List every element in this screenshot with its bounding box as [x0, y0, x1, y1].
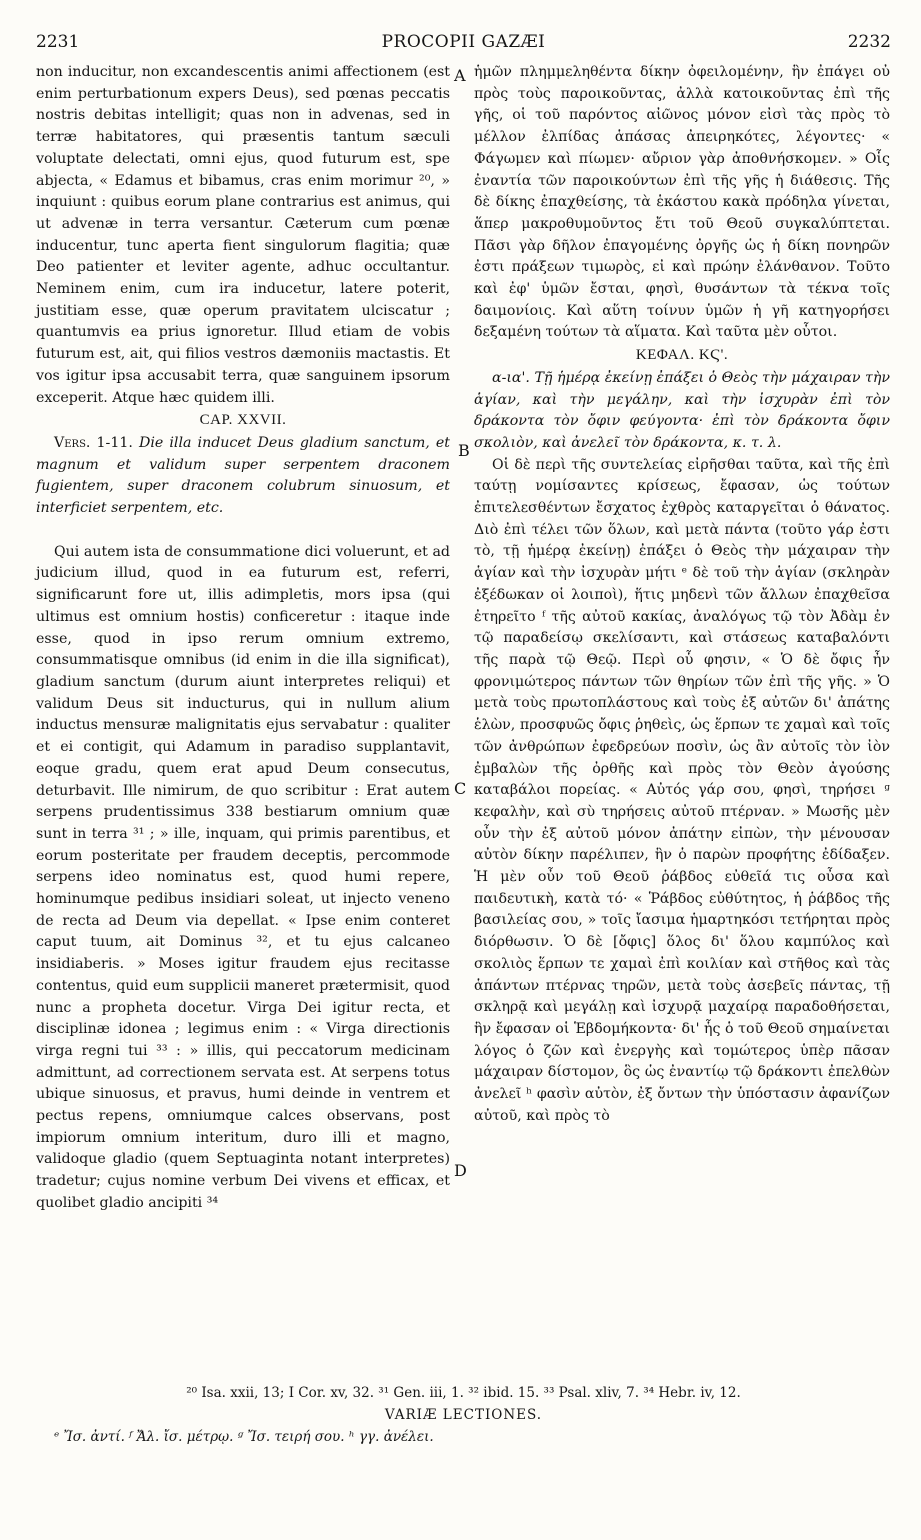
- greek-paragraph-2: Οἱ δὲ περὶ τῆς συντελείας εἰρῆσθαι ταῦτα, καὶ τῆς ἐπὶ ταύτῃ νομίσαντες κρίσεως, ἔφασαν, ὡς τούτων ἐπιτελεσθέντων ἔσχατος ἐχθρὸς καταργεῖται ὁ θάνατος. Διὸ ἐπὶ τέλει τῶν ὅλων, καὶ μετὰ πάντα (τοῦτο γάρ ἐστι τὸ, τῇ ἡμέρᾳ ἐκείνῃ) ἐπάξει ὁ Θεὸς τὴν μάχαιραν τὴν ἁγίαν καὶ τὴν ἰσχυρὰν μήτι ᵉ δὲ τοῦ τὴν ἁγίαν (σκληρὰν ἐξέδωκαν οἱ λοιποὶ), ἥτις μηδενὶ τῶν ἄλλων ἐπαχθεῖσα ἐτηρεῖτο ᶠ τῆς αὐτοῦ κακίας, ἀναλόγως τῷ τὸν Ἀδὰμ ἐν τῷ παραδείσῳ σκελίσαντι, καὶ στάσεως καταβαλόντι τῆς παρὰ τῷ Θεῷ. Περὶ οὗ φησιν, « Ὁ δὲ ὄφις ἦν φρονιμώτερος πάντων τῶν θηρίων τῶν ἐπὶ τῆς γῆς. » Ὁ μετὰ τοὺς πρωτοπλάστους καὶ τοὺς ἐξ αὐτῶν δι' ἀπάτης ἑλὼν, προσφυῶς ὄφις ῥηθεὶς, ὡς ἕρπων τε χαμαὶ καὶ τοῖς τῶν ἀνθρώπων ἐφεδρεύων ποσὶν, ὡς ἂν αὐτοῖς τὸν ἰὸν ἐμβαλὼν τῆς ὀρθῆς καὶ πρὸς τὸν Θεὸν ἀγούσης καταβάλοι πορείας. « Αὐτός γάρ σου, φησὶ, τηρήσει ᵍ κεφαλὴν, καὶ σὺ τηρήσεις αὐτοῦ πτέρναν. » Μωσῆς μὲν οὖν τὴν ἐξ αὐτοῦ μόνον ἀπάτην εἰπὼν, τὴν μένουσαν αὐτὸν δίκην παρέλιπεν, ἣν ὁ παρὼν προφήτης ἐδίδαξεν. Ἡ μὲν οὖν τοῦ Θεοῦ ῥάβδος εὐθεῖά τις οὖσα καὶ παιδευτικὴ, κατὰ τό· « Ῥάβδος εὐθύτητος, ἡ ῥάβδος τῆς βασιλείας σου, » τοῖς ἴασιμα ἡμαρτηκόσι τετήρηται πρὸς διόρθωσιν. Ὁ δὲ [ὄφις] ὅλος δι' ὅλου καμπύλος καὶ σκολιὸς ἕρπων τε χαμαὶ ἐπὶ κοιλίαν καὶ στῆθος καὶ τὰς ἁπάντων πτέρνας τηρῶν, μετὰ τοὺς ἀσεβεῖς πάντας, τῇ σκληρᾷ καὶ μεγάλῃ καὶ ἰσχυρᾷ μαχαίρᾳ παραδοθήσεται, ἣν ἔφασαν οἱ Ἑβδομήκοντα· δι' ἧς ὁ τοῦ Θεοῦ σημαίνεται λόγος ὁ ζῶν καὶ ἐνεργὴς καὶ τομώτερος ὑπὲρ πᾶσαν μάχαιραν δίστομον, ὃς ὡς ἐναντίῳ τῷ δράκοντι ἐπελθὼν ἀνελεῖ ʰ φασὶν αὐτὸν, ἐξ ὄντων τὴν ὑπόστασιν ἀφανίζων αὐτοῦ, καὶ πρὸς τὸ: [474, 456, 890, 1124]
- page-number-left: 2231: [36, 32, 80, 52]
- greek-column: [474, 62, 890, 1127]
- page-number-right: 2232: [847, 32, 891, 52]
- variae-lectiones-title: VARIÆ LECTIONES.: [384, 1407, 543, 1423]
- greek-verse-lemma: α-ια'. Τῇ ἡμέρᾳ ἐκείνῃ ἐπάξει ὁ Θεὸς τὴν μάχαιραν τὴν ἁγίαν, καὶ τὴν μεγάλην, καὶ τὴν ἰσχυρὰν ἐπὶ τὸν δράκοντα τὸν ὄφιν φεύγοντα· ἐπὶ τὸν δράκοντα ὄφιν σκολιὸν, καὶ ἀνελεῖ τὸν δράκοντα, κ. τ. λ.: [474, 369, 890, 451]
- latin-column: [36, 62, 450, 1215]
- latin-verse-number: Vers. 1-11.: [54, 434, 133, 451]
- latin-chapter-heading: CAP. XXVII.: [199, 412, 287, 429]
- running-title: PROCOPII GAZÆI: [381, 32, 546, 52]
- footnotes: [36, 1382, 891, 1448]
- variae-lectiones: ᵉ Ἴσ. ἀντί. ᶠ Ἄλ. ἴσ. μέτρῳ. ᵍ Ἴσ. τειρή σου. ʰ γγ. ἀνέλει.: [54, 1429, 434, 1445]
- scripture-references: ²⁰ Isa. xxii, 13; I Cor. xv, 32. ³¹ Gen. iii, 1. ³² ibid. 15. ³³ Psal. xliv, 7. ³⁴ Hebr. iv, 12.: [186, 1385, 741, 1401]
- latin-paragraph-2: Qui autem ista de consummatione dici voluerunt, et ad judicium illud, quod in ea futurum est, referri, significarunt fore ut, illis adimpletis, mors ipsa (qui ultimus est omnium hostis) conficeretur : itaque inde esse, quod in ipso rerum omnium extremo, consummatisque omnibus (id enim in die illa significat), gladium sanctum (durum aiunt interpretes reliqui) et validum Deus sit inducturus, qui in nullum alium inductus mensuræ malignitatis ejus servabatur : qualiter et ei contigit, qui Adamum in paradiso supplantavit, eoque gradu, quem erat apud Deum consecutus, deturbavit. Ille nimirum, de quo scribitur : Erat autem serpens prudentissimus 338 bestiarum omnium quæ sunt in terra ³¹ ; » ille, inquam, qui primis parentibus, et eorum posteritate per fraudem deceptis, percommode serpens ideo nominatus est, quod humi repere, hominumque pedibus insidiari soleat, ut injecto veneno de recta ad Deum via depellat. « Ipse enim conteret caput tuum, ait Dominus ³², et tu ejus calcaneo insidiaberis. » Moses igitur fraudem ejus recitasse contentus, quid eum supplicii maneret prætermisit, quod nunc a propheta docetur. Virga Dei igitur recta, et disciplinæ idonea ; legimus enim : « Virga directionis virga regni tui ³³ : » illis, qui peccatorum medicinam admittunt, ad correctionem servata est. At serpens totus ubique sinuosus, et pravus, humi deinde in ventrem et pectus repens, omniumque calces observans, post impiorum omnium interitum, duro illi et magno, validoque gladio (quem Septuaginta notant interpretes) tradetur; cujus nomine verbum Dei vivens et efficax, et quolibet gladio ancipiti ³⁴: [36, 543, 450, 1211]
- latin-paragraph-1: non inducitur, non excandescentis animi affectionem (est enim perturbationum expers Deus), sed pœnas peccatis nostris debitas intelligit; quas non in advenas, sed in terræ habitatores, qui præsentis tantum sæculi voluptate delectati, omni ejus, quod futurum est, spe abjecta, « Edamus et bibamus, cras enim morimur ²⁰, » inquiunt : quibus eorum plane contrarius est animus, qui ut advenæ in terra versantur. Cæterum cum pœnæ inducentur, tunc aperta fient singulorum flagitia; quæ Deo patienter et leviter agente, adhuc occultantur. Neminem enim, cum ira inducetur, latere poterit, justitiam esse, quæ operum pravitatem ulciscatur ; quantumvis ea prius ignoretur. Illud etiam de vobis futurum est, ait, qui filios vestros dæmoniis mactastis. Et vos igitur ipsa accusabit terra, quæ sanguinem ipsorum exceperit. Atque hæc quidem illi.: [36, 64, 450, 406]
- latin-verse-lemma: [36, 433, 450, 520]
- latin-verse-text: Die illa inducet Deus gladium sanctum, et magnum et validum super serpentem draconem fugientem, super draconem colubrum sinuosum, et interficiet serpentem, etc.: [36, 434, 450, 517]
- greek-chapter-heading: ΚΕΦΑΛ. ΚϚ'.: [635, 347, 729, 364]
- running-header: [36, 32, 891, 58]
- margin-letter-d: D: [454, 1161, 467, 1180]
- margin-letter-c: C: [454, 779, 467, 798]
- greek-paragraph-1: ἡμῶν πλημμεληθέντα δίκην ὀφειλομένην, ἣν ἐπάγει οὐ πρὸς τοὺς παροικοῦντας, ἀλλὰ κατοικοῦντας ἐπὶ τῆς γῆς, οἱ τοῦ παρόντος αἰῶνος μόνον εἰσὶ τὰς πρὸς τὸ μέλλον ἐλπίδας ἁπάσας ἀπειρηκότες, λέγοντες· « Φάγωμεν καὶ πίωμεν· αὔριον γὰρ ἀποθνήσκομεν. » Οἷς ἐναντία τῶν παροικούντων ἐπὶ τῆς γῆς ἡ διάθεσις. Τῆς δὲ δίκης ἐπαχθείσης, τὰ ἑκάστου κακὰ πρόδηλα γίνεται, ἅπερ μακροθυμοῦντος ἔτι τοῦ Θεοῦ συγκαλύπτεται. Πᾶσι γὰρ δῆλον ἐπαγομένης ὀργῆς ὡς ἡ δίκη πονηρῶν ἐστι πράξεων τιμωρὸς, εἰ καὶ πρώην ἐλάνθανον. Τοῦτο καὶ ἐφ' ὑμῶν ἔσται, φησὶ, θυσάντων τὰ τέκνα τοῖς δαιμονίοις. Καὶ αὕτη τοίνυν ὑμῶν ἡ γῆ κατηγορήσει δεξαμένη τούτων τὰ αἵματα. Καὶ ταῦτα μὲν οὗτοι.: [474, 64, 890, 341]
- margin-letter-a: A: [454, 66, 466, 85]
- margin-letter-b: B: [458, 441, 470, 460]
